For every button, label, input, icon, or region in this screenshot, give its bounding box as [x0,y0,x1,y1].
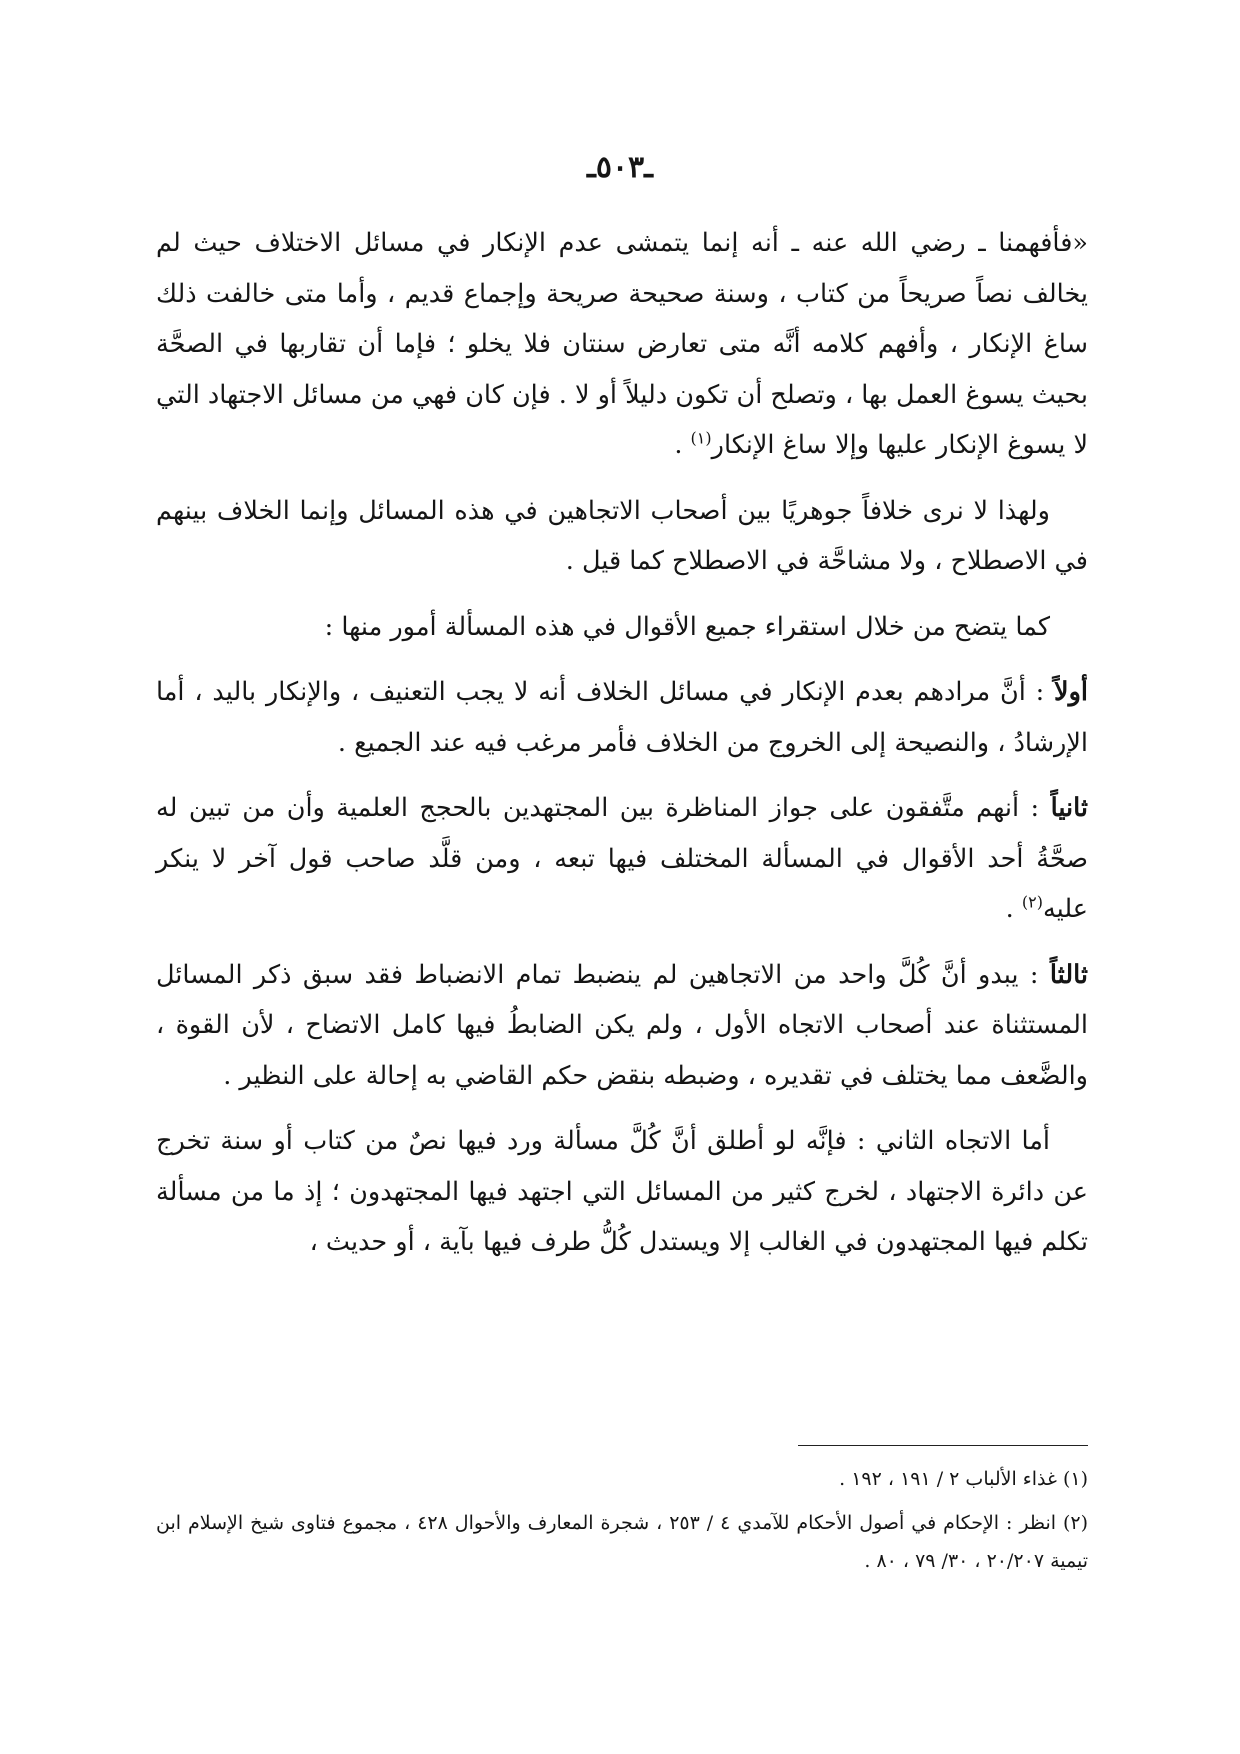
paragraph-second-direction [156,1116,1088,1268]
footnotes [156,1445,1088,1586]
paragraph-lead-third: ثالثاً [1049,959,1088,990]
paragraph-second [156,783,1088,935]
paragraph-first [156,667,1088,768]
paragraph-tail: . [674,430,691,460]
paragraph-text: : أنهم متَّفقون على جواز المناظرة بين المجتهدين بالحجج العلمية وأن من تبين له صحَّةُ أحد الأقوال في المسألة المختلف فيها تبعه ، ومن قلَّد صاحب قول آخر لا ينكر عليه [156,793,1088,924]
paragraph-intro-list [156,602,1088,653]
paragraph-text: كما يتضح من خلال استقراء جميع الأقوال في هذه المسألة أمور منها : [324,611,1050,642]
paragraph-terminology [156,486,1088,587]
paragraph-text: «فأفهمنا ـ رضي الله عنه ـ أنه إنما يتمشى عدم الإنكار في مسائل الاختلاف حيث لم يخالف نصاً صريحاً من كتاب ، وسنة صحيحة صريحة وإجماع قديم ، وأما متى خالفت ذلك ساغ الإنكار ، وأفهم كلامه أنَّه متى تعارض سنتان فلا يخلو ؛ فإما أن تقاربها في الصحَّة بحيث يسوغ العمل بها ، وتصلح أن تكون دليلاً أو لا . فإن كان فهي من مسائل الاجتهاد التي لا يسوغ الإنكار عليها وإلا ساغ الإنكار [156,228,1088,460]
footnote-ref-1: (١) [690,428,712,448]
paragraph-text: ولهذا لا نرى خلافاً جوهريًا بين أصحاب الاتجاهين في هذه المسائل وإنما الخلاف بينهم في الاصطلاح ، ولا مشاحَّة في الاصطلاح كما قيل . [156,495,1088,576]
paragraph-lead-second: ثانياً [1050,793,1088,823]
paragraph-tail: . [1005,894,1022,924]
page-number: ـ٥٠٣ـ [587,150,653,185]
paragraph-lead-first: أولاً [1054,677,1088,707]
footnote-2: (٢) انظر : الإحكام في أصول الأحكام للآمدي ٤ / ٢٥٣ ، شجرة المعارف والأحوال ٤٢٨ ، مجموع فتاوى شيخ الإسلام ابن تيمية ٢٠/٢٠٧ ، ٣٠/ ٧٩ ، ٨٠ . [156,1512,1089,1572]
paragraph-text: أما الاتجاه الثاني : فإنَّه لو أطلق أنَّ كُلَّ مسألة ورد فيها نصٌ من كتاب أو سنة تخرج عن دائرة الاجتهاد ، لخرج كثير من المسائل التي اجتهد فيها المجتهدون ؛ إذ ما من مسألة تكلم فيها المجتهدون في الغالب إلا ويستدل كُلُّ طرف فيها بآية ، أو حديث ، [156,1126,1088,1257]
paragraph-third [156,950,1088,1102]
footnote-divider [798,1445,1088,1446]
footnote-ref-2: (٢) [1021,892,1043,912]
paragraph-quote [156,218,1088,471]
footnote-1: (١) غذاء الألباب ٢ / ١٩١ ، ١٩٢ . [839,1468,1088,1490]
paragraph-text: : أنَّ مرادهم بعدم الإنكار في مسائل الخلاف أنه لا يجب التعنيف ، والإنكار باليد ، أما الإرشادُ ، والنصيحة إلى الخروج من الخلاف فأمر مرغب فيه عند الجميع . [156,677,1088,758]
body-text [156,218,1088,1283]
paragraph-text: : يبدو أنَّ كُلَّ واحد من الاتجاهين لم ينضبط تمام الانضباط فقد سبق ذكر المسائل المستثناة عند أصحاب الاتجاه الأول ، ولم يكن الضابطُ فيها كامل الاتضاح ، لأن القوة ، والضَّعف مما يختلف في تقديره ، وضبطه بنقض حكم القاضي به إحالة على النظير . [156,959,1088,1091]
